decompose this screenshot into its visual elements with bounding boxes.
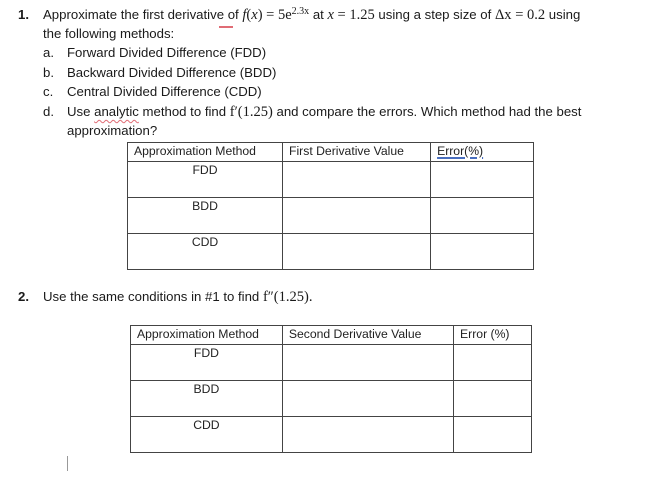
q2-derivative: f″(1.25). bbox=[262, 289, 313, 305]
t2-row-bdd: BDD bbox=[193, 382, 220, 396]
t2-header-value: Second Derivative Value bbox=[288, 327, 422, 341]
t1-bdd-error-cell[interactable] bbox=[431, 198, 534, 234]
q1-item-a-text: Forward Divided Difference (FDD) bbox=[67, 45, 267, 60]
t1-fdd-error-cell[interactable] bbox=[431, 162, 534, 198]
table-row bbox=[131, 345, 532, 381]
t1-header-error: Error(%) bbox=[437, 144, 484, 158]
t1-cdd-value-cell[interactable] bbox=[283, 234, 431, 270]
t2-bdd-error-cell[interactable] bbox=[454, 381, 532, 417]
t1-cdd-error-cell[interactable] bbox=[431, 234, 534, 270]
q1-d-derivative: f′(1.25) bbox=[229, 104, 273, 120]
question-1-line-1 bbox=[43, 5, 580, 25]
q1-item-c-letter: c. bbox=[43, 84, 54, 99]
table-row bbox=[128, 162, 534, 198]
t1-row-fdd: FDD bbox=[192, 163, 218, 177]
table-row bbox=[128, 234, 534, 270]
q1-step-size: Δx = 0.2 bbox=[494, 7, 546, 23]
table-row bbox=[131, 417, 532, 453]
first-derivative-table bbox=[127, 142, 534, 270]
second-derivative-table bbox=[130, 325, 532, 453]
t2-fdd-value-cell[interactable] bbox=[282, 345, 453, 381]
spellcheck-analytic: analytic bbox=[94, 104, 139, 119]
table-row bbox=[131, 381, 532, 417]
t1-row-bdd: BDD bbox=[192, 199, 218, 213]
q1-function: $f(x) = 5e^{2.3x}$ bbox=[242, 6, 310, 23]
spellcheck-mark bbox=[219, 26, 233, 28]
q1-item-d-line-2: approximation? bbox=[67, 123, 158, 138]
q1-item-a-letter: a. bbox=[43, 45, 54, 60]
t2-cdd-value-cell[interactable] bbox=[282, 417, 453, 453]
t1-bdd-value-cell[interactable] bbox=[283, 198, 431, 234]
t2-bdd-value-cell[interactable] bbox=[282, 381, 453, 417]
t1-row-cdd: CDD bbox=[191, 235, 219, 249]
q1-tail: using bbox=[548, 7, 581, 22]
t1-header-method: Approximation Method bbox=[134, 144, 256, 158]
t2-cdd-error-cell[interactable] bbox=[454, 417, 532, 453]
t2-row-cdd: CDD bbox=[193, 418, 220, 432]
q1-at-word: at bbox=[312, 7, 324, 22]
q1-item-b-letter: b. bbox=[43, 65, 54, 80]
q1-item-d-text: Use analytic method to find f′(1.25) and compare the errors. Which method had the best bbox=[67, 104, 582, 120]
question-1-line-2: the following methods: bbox=[43, 26, 175, 41]
q1-item-b-text: Backward Divided Difference (BDD) bbox=[67, 65, 277, 80]
question-2-number: 2. bbox=[18, 289, 29, 304]
q1-step-phrase: using a step size of bbox=[378, 7, 492, 22]
t2-fdd-error-cell[interactable] bbox=[454, 345, 532, 381]
t2-header-error: Error (%) bbox=[460, 327, 510, 341]
question-2-text: Use the same conditions in #1 to find f″(1.25). bbox=[43, 289, 313, 305]
table-row bbox=[128, 198, 534, 234]
t2-header-method: Approximation Method bbox=[137, 327, 259, 341]
question-1-number: 1. bbox=[18, 7, 29, 22]
t1-fdd-value-cell[interactable] bbox=[283, 162, 431, 198]
q1-at-point: x = 1.25 bbox=[327, 7, 375, 23]
text-cursor bbox=[67, 456, 68, 471]
t2-row-fdd: FDD bbox=[193, 346, 219, 360]
q1-item-d-letter: d. bbox=[43, 104, 54, 119]
t1-header-value: First Derivative Value bbox=[289, 144, 404, 158]
q1-lead: Approximate the first derivative of bbox=[43, 7, 239, 22]
q1-item-c-text: Central Divided Difference (CDD) bbox=[67, 84, 262, 99]
